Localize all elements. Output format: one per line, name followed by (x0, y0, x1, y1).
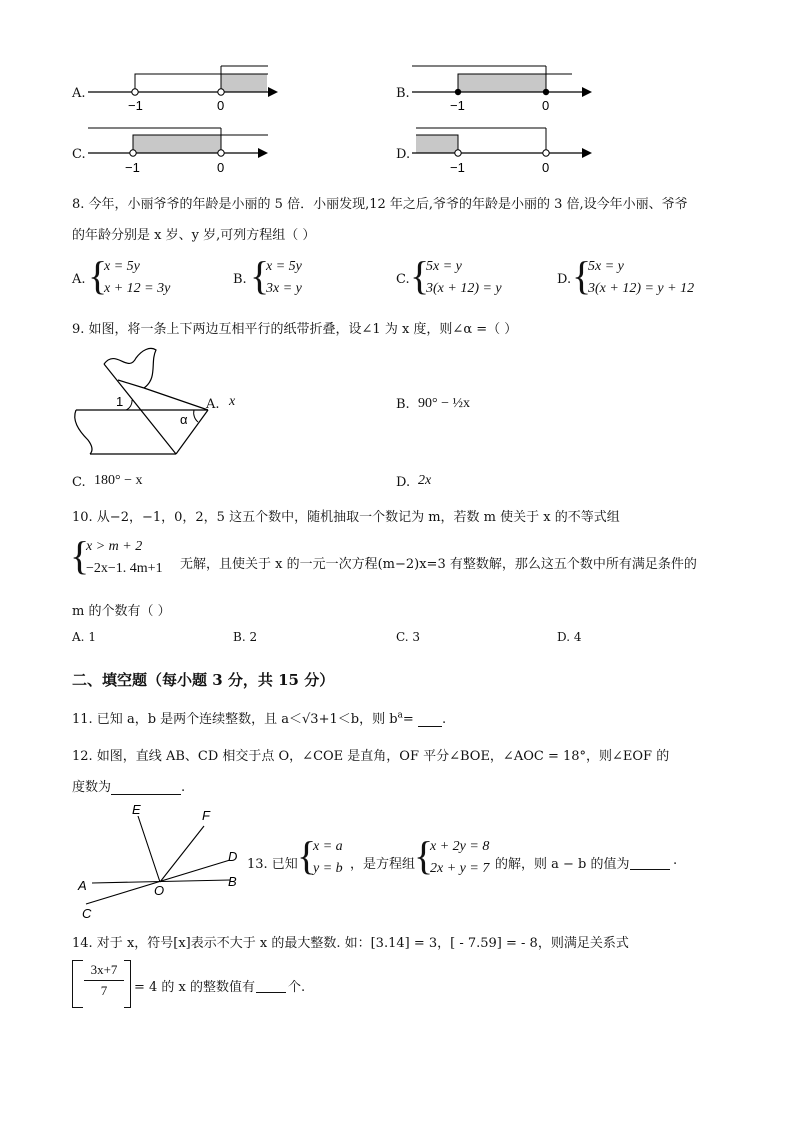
equation: y = b (313, 861, 343, 876)
option-label: C. (396, 272, 410, 287)
q11-text: 11. 已知 a，b 是两个连续整数，且 a＜√3+1＜b，则 b (72, 712, 398, 727)
answer-blank[interactable] (630, 853, 670, 870)
tick-label: −1 (450, 160, 465, 175)
q10-inequality-system (86, 536, 163, 580)
section-title: 二、填空题（每小题 3 分，共 15 分） (72, 671, 335, 689)
equation: 2x + y = 7 (430, 861, 490, 876)
q12-stem-line1: 12. 如图，直线 AB、CD 相交于点 O，∠COE 是直角，OF 平分∠BOE，∠AOC = 18°，则∠EOF 的 (72, 749, 670, 764)
fraction-numerator: 3x+7 (90, 962, 118, 977)
option-value: 1 (88, 630, 96, 644)
tick-label: 0 (217, 160, 225, 175)
equation: x = 5y (104, 259, 140, 274)
option-label: A. (72, 86, 86, 101)
q14-rhs: = 4 的 x 的整数值有 (134, 980, 256, 995)
q12-text: 度数为 (72, 780, 112, 795)
equation: 5x = y (426, 259, 462, 274)
floor-bracket-right (124, 960, 131, 1008)
equation: x + 12 = 3y (104, 281, 171, 296)
q13-mid: ，是方程组 (350, 857, 416, 872)
q10-option-d (557, 630, 581, 644)
q11-equals: = (402, 712, 414, 727)
number-line-a (88, 62, 288, 116)
answer-blank[interactable] (418, 726, 442, 727)
point-c-label: C (82, 906, 92, 921)
equation: x = a (313, 839, 343, 854)
q10-stem-line1: 10. 从−2，−1，0，2，5 这五个数中，随机抽取一个数记为 m，若数 m 使关于 x 的不等式组 (72, 510, 620, 525)
number-line-c (88, 122, 278, 178)
point-f-label: F (202, 808, 210, 823)
intersecting-lines-figure (74, 798, 250, 922)
equation: 3(x + 12) = y (426, 281, 502, 296)
q8-stem-line2: 的年龄分别是 x 岁、y 岁,可列方程组（ ） (72, 228, 316, 243)
option-value: 90° − ½x (418, 396, 470, 411)
answer-blank[interactable] (256, 976, 286, 993)
answer-blank[interactable] (111, 794, 181, 795)
tick-label: −1 (125, 160, 140, 175)
equation: x = 5y (266, 259, 302, 274)
number-line-d (412, 122, 602, 178)
floor-bracket-left (72, 960, 83, 1008)
option-label: C. (72, 475, 86, 490)
option-label: B. (233, 630, 246, 644)
q14-stem-line1: 14. 对于 x，符号[x]表示不大于 x 的最大整数. 如：[3.14] = 3，[ - 7.59] = - 8，则满足关系式 (72, 936, 629, 951)
number-line-b (412, 62, 602, 116)
option-value: x (229, 394, 236, 409)
inequality: −2x−1. 4m+1 (86, 561, 163, 576)
brace-icon: { (410, 253, 430, 298)
point-e-label: E (132, 802, 141, 817)
q10-option-a (72, 630, 96, 644)
tick-label: 0 (542, 160, 550, 175)
brace-icon: { (250, 253, 270, 298)
option-label: D. (396, 475, 411, 490)
tick-label: −1 (450, 98, 465, 113)
option-label: A. (72, 272, 86, 287)
brace-icon: { (70, 533, 90, 578)
brace-icon: { (414, 833, 434, 878)
q10-stem-line2: 无解，且使关于 x 的一元一次方程(m−2)x=3 有整数解，那么这五个数中所有满足条件的 (180, 557, 697, 572)
point-a-label: A (78, 878, 87, 893)
option-label: B. (396, 397, 410, 412)
q12-end: . (181, 780, 186, 795)
option-label: B. (396, 86, 410, 101)
angle-1-label: 1 (116, 394, 124, 409)
brace-icon: { (572, 253, 592, 298)
equation: 3(x + 12) = y + 12 (588, 281, 695, 296)
brace-icon: { (88, 253, 108, 298)
q8-stem-line1: 8. 今年，小丽爷爷的年龄是小丽的 5 倍．小丽发现,12 年之后,爷爷的年龄是小丽的 3 倍,设今年小丽、爷爷 (72, 197, 688, 212)
q11-superscript: a (397, 710, 403, 721)
option-label: D. (557, 630, 571, 644)
q13-end: . (673, 853, 678, 868)
tick-label: 0 (542, 98, 550, 113)
point-b-label: B (228, 874, 237, 889)
option-label: B. (233, 272, 247, 287)
q13-suffix: 的解，则 a − b 的值为 (495, 857, 630, 872)
option-value: 2 (249, 630, 258, 644)
tick-label: 0 (217, 98, 225, 113)
option-value: 4 (573, 630, 582, 644)
option-value: 180° − x (94, 473, 143, 488)
equation: x + 2y = 8 (430, 839, 490, 854)
q11-end: . (441, 712, 447, 727)
q10-option-c (396, 630, 420, 644)
q13-prefix: 13. 已知 (247, 857, 298, 872)
q10-option-b (233, 630, 257, 644)
equation: 3x = y (266, 281, 302, 296)
option-label: A. (72, 630, 85, 644)
folded-paper-figure (70, 344, 220, 460)
option-value: 3 (412, 630, 421, 644)
inequality: x > m + 2 (86, 539, 143, 554)
option-label: A. (206, 397, 220, 412)
tick-label: −1 (128, 98, 143, 113)
option-label: C. (72, 147, 86, 162)
q9-stem: 9. 如图，将一条上下两边互相平行的纸带折叠，设∠1 为 x 度，则∠α =（ ） (72, 322, 518, 337)
option-value: 2x (418, 473, 432, 488)
option-label: D. (396, 147, 411, 162)
q11-stem (72, 708, 446, 727)
option-label: C. (396, 630, 409, 644)
brace-icon: { (297, 833, 317, 878)
equation: 5x = y (588, 259, 624, 274)
q12-stem-line2 (72, 776, 185, 795)
point-o-label: O (154, 883, 165, 898)
fraction-denominator: 7 (100, 983, 108, 998)
q10-stem-line3: m 的个数有（ ） (72, 604, 171, 619)
angle-alpha-label: α (180, 412, 188, 427)
q14-end: 个. (288, 980, 306, 995)
option-label: D. (557, 272, 572, 287)
point-d-label: D (228, 849, 238, 864)
